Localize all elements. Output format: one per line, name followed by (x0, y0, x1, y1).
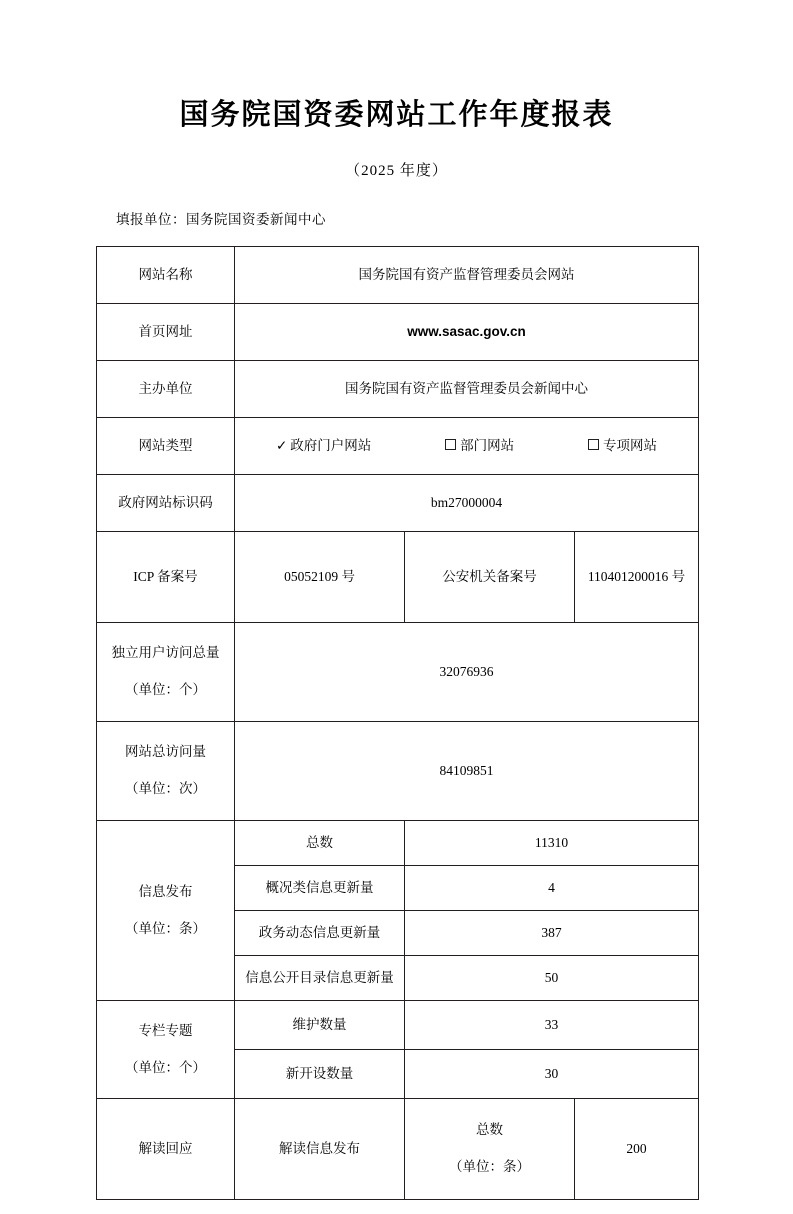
column-topic-label-text: 专栏专题 (138, 1022, 193, 1038)
gov-code-value: bm27000004 (235, 475, 699, 532)
homepage-value: www.sasac.gov.cn (235, 304, 699, 361)
site-type-option-special[interactable] (588, 435, 657, 458)
unique-visitors-label (97, 623, 235, 722)
unique-visitors-value: 32076936 (235, 623, 699, 722)
total-visits-value: 84109851 (235, 722, 699, 821)
site-name-value: 国务院国有资产监督管理委员会网站 (235, 247, 699, 304)
info-publish-item-value: 4 (405, 866, 699, 911)
table-row (97, 1001, 699, 1050)
site-type-value (235, 418, 699, 475)
interpretation-value: 200 (575, 1099, 699, 1200)
icp-value: 05052109 号 (235, 532, 405, 623)
column-topic-label (97, 1001, 235, 1099)
sponsor-value: 国务院国有资产监督管理委员会新闻中心 (235, 361, 699, 418)
info-publish-item-name: 信息公开目录信息更新量 (235, 956, 405, 1001)
info-publish-label (97, 821, 235, 1001)
icp-label: ICP 备案号 (97, 532, 235, 623)
column-topic-unit: （单位：个） (125, 1059, 206, 1075)
site-type-option-portal[interactable] (276, 435, 371, 458)
info-publish-item-name: 概况类信息更新量 (235, 866, 405, 911)
total-visits-label-text: 网站总访问量 (125, 744, 206, 760)
info-publish-item-value: 11310 (405, 821, 699, 866)
column-topic-item-name: 新开设数量 (235, 1050, 405, 1099)
column-topic-item-name: 维护数量 (235, 1001, 405, 1050)
checkbox-icon (445, 439, 456, 450)
gov-code-label: 政府网站标识码 (97, 475, 235, 532)
table-row (97, 623, 699, 722)
column-topic-item-value: 33 (405, 1001, 699, 1050)
homepage-label: 首页网址 (97, 304, 235, 361)
info-publish-item-value: 50 (405, 956, 699, 1001)
table-row (97, 532, 699, 623)
info-publish-unit: （单位：条） (125, 920, 206, 936)
document-page (0, 92, 793, 1214)
sponsor-label: 主办单位 (97, 361, 235, 418)
police-record-label: 公安机关备案号 (405, 532, 575, 623)
column-topic-item-value: 30 (405, 1050, 699, 1099)
total-visits-unit: （单位：次） (125, 781, 206, 796)
site-name-label: 网站名称 (97, 247, 235, 304)
filer-unit: 填报单位：国务院国资委新闻中心 (116, 212, 326, 227)
interpretation-label: 解读回应 (97, 1099, 235, 1200)
site-type-option-department[interactable] (445, 435, 514, 458)
site-type-option-label: 部门网站 (460, 437, 515, 453)
table-row (97, 418, 699, 475)
check-mark-icon: ✓ (275, 437, 288, 453)
total-visits-label (97, 722, 235, 821)
annual-report-table (96, 246, 699, 1200)
interpretation-total-unit: （单位：条） (449, 1159, 530, 1174)
info-publish-item-name: 政务动态信息更新量 (235, 911, 405, 956)
page-subtitle: （2025 年度） (345, 163, 448, 179)
info-publish-item-name: 总数 (235, 821, 405, 866)
table-row (97, 361, 699, 418)
info-publish-item-value: 387 (405, 911, 699, 956)
site-type-label: 网站类型 (97, 418, 235, 475)
table-row (97, 1099, 699, 1200)
table-row (97, 821, 699, 866)
info-publish-label-text: 信息发布 (138, 883, 193, 899)
site-type-option-label: 专项网站 (603, 437, 658, 453)
page-title: 国务院国资委网站工作年度报表 (179, 99, 614, 131)
table-row (97, 722, 699, 821)
interpretation-sub-label: 解读信息发布 (235, 1099, 405, 1200)
checkbox-icon (588, 439, 599, 450)
interpretation-total-label (405, 1099, 575, 1200)
table-row (97, 304, 699, 361)
interpretation-total-label-text: 总数 (476, 1122, 503, 1138)
police-record-value: 110401200016 号 (575, 532, 699, 623)
unique-visitors-unit: （单位：个） (125, 682, 206, 697)
unique-visitors-label-text: 独立用户访问总量 (111, 645, 220, 661)
table-row (97, 475, 699, 532)
table-row (97, 247, 699, 304)
site-type-option-label: 政府门户网站 (290, 437, 372, 453)
